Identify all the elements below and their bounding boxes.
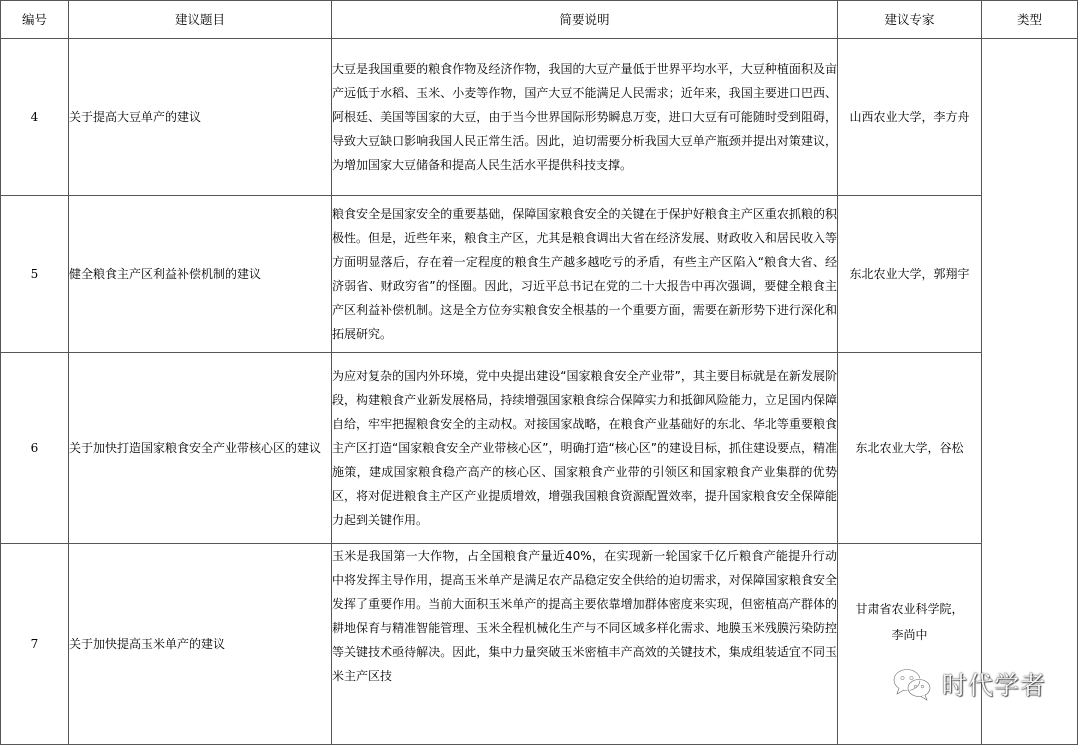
row-description: 粮食安全是国家安全的重要基础，保障国家粮食安全的关键在于保护好粮食主产区重农抓粮的积极性。但是，近些年来，粮食主产区，尤其是粮食调出大省在经济发展、财政收入和居民收入等方面明显落后，存在着一定程度的粮食生产越多越吃亏的矛盾，有些主产区陷入“粮食大省、经济弱省、财政穷省”的怪圈。因此，习近平总书记在党的二十大报告中再次强调，要健全粮食主产区利益补偿机制。这是全方位夯实粮食安全根基的一个重要方面，需要在新形势下进行深化和拓展研究。	[332, 196, 838, 353]
row-number: 7	[1, 544, 69, 745]
header-expert: 建议专家	[838, 1, 982, 39]
row-number: 6	[1, 353, 69, 544]
table-header-row	[1, 1, 1078, 39]
header-num: 编号	[1, 1, 69, 39]
row-topic: 健全粮食主产区利益补偿机制的建议	[69, 196, 332, 353]
row-number: 4	[1, 39, 69, 196]
row-expert: 东北农业大学，郭翔宇	[838, 196, 982, 353]
row-topic: 关于提高大豆单产的建议	[69, 39, 332, 196]
header-type: 类型	[982, 1, 1078, 39]
row-expert	[838, 544, 982, 745]
row-expert-person: 李尚中	[891, 628, 928, 642]
row-topic: 关于加快提高玉米单产的建议	[69, 544, 332, 745]
row-description: 玉米是我国第一大作物，占全国粮食产量近40%，在实现新一轮国家千亿斤粮食产能提升行动中将发挥主导作用，提高玉米单产是满足农产品稳定安全供给的迫切需求，对保障国家粮食安全发挥了重要作用。当前大面积玉米单产的提高主要依靠增加群体密度来实现，但密植高产群体的耕地保育与精准智能管理、玉米全程机械化生产与不同区域多样化需求、地膜玉米残膜污染防控等关键技术亟待解决。因此，集中力量突破玉米密植丰产高效的关键技术，集成组装适宜不同玉米主产区技	[332, 544, 838, 745]
table-row	[1, 39, 1078, 196]
row-expert-institution: 甘肃省农业科学院，	[855, 602, 964, 616]
row-expert: 山西农业大学，李方舟	[838, 39, 982, 196]
table-row	[1, 196, 1078, 353]
watermark	[892, 664, 1046, 704]
row-description: 为应对复杂的国内外环境，党中央提出建设“国家粮食安全产业带”，其主要目标就是在新发展阶段，构建粮食产业新发展格局，持续增强国家粮食综合保障实力和抵御风险能力，立足国内保障自给，牢牢把握粮食安全的主动权。对接国家战略，在粮食产业基础好的东北、华北等重要粮食主产区打造“国家粮食安全产业带核心区”，明确打造“核心区”的建设目标，抓住建设要点，精准施策，建成国家粮食稳产高产的核心区、国家粮食产业带的引领区和国家粮食产业集群的优势区，将对促进粮食主产区产业提质增效，增强我国粮食资源配置效率，提升国家粮食安全保障能力起到关键作用。	[332, 353, 838, 544]
header-desc: 简要说明	[332, 1, 838, 39]
header-topic: 建议题目	[69, 1, 332, 39]
watermark-text: 时代学者	[942, 671, 1047, 700]
table-row	[1, 544, 1078, 745]
row-expert: 东北农业大学，谷松	[838, 353, 982, 544]
wechat-icon	[892, 667, 932, 701]
table-row	[1, 353, 1078, 544]
row-type	[982, 39, 1078, 745]
row-description: 大豆是我国重要的粮食作物及经济作物，我国的大豆产量低于世界平均水平，大豆种植面积及亩产远低于水稻、玉米、小麦等作物，国产大豆不能满足人民需求；近年来，我国主要进口巴西、阿根廷、美国等国家的大豆，由于当今世界国际形势瞬息万变，进口大豆有可能随时受到阻碍，导致大豆缺口影响我国人民正常生活。因此，迫切需要分析我国大豆单产瓶颈并提出对策建议，为增加国家大豆储备和提高人民生活水平提供科技支撑。	[332, 39, 838, 196]
row-number: 5	[1, 196, 69, 353]
row-topic: 关于加快打造国家粮食安全产业带核心区的建议	[69, 353, 332, 544]
